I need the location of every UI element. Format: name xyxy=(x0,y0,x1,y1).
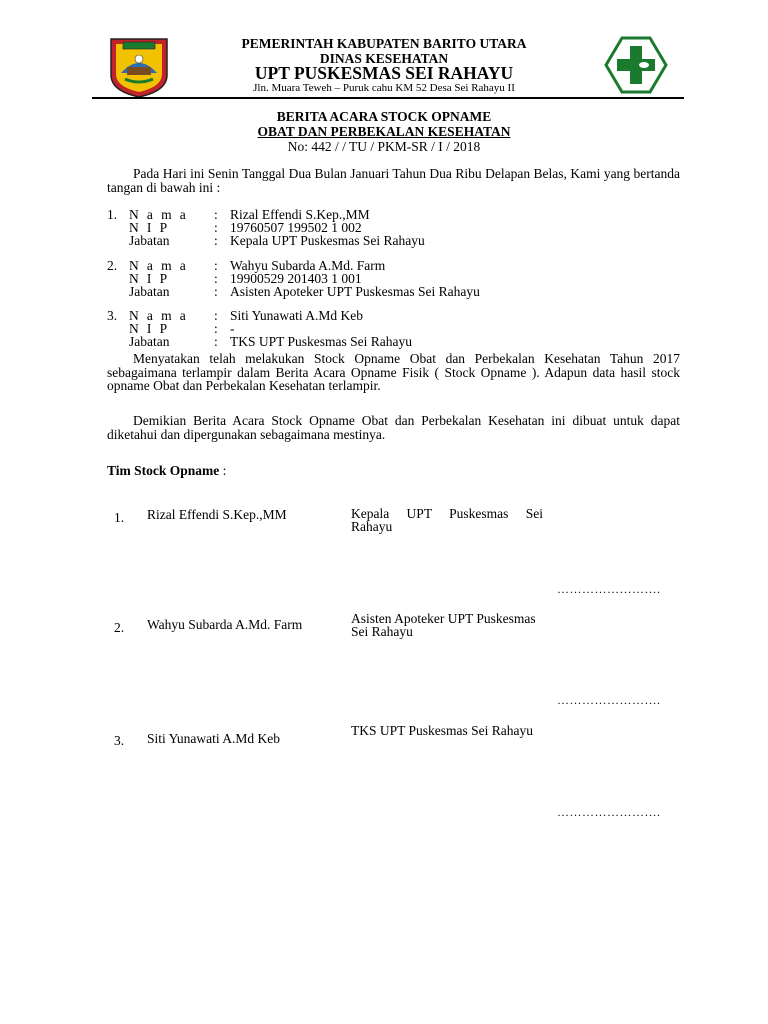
document-subtitle: OBAT DAN PERBEKALAN KESEHATAN xyxy=(257,124,511,139)
name-label: N a m a xyxy=(129,258,189,273)
member-name: Wahyu Subarda A.Md. Farm xyxy=(147,617,303,632)
colon: : xyxy=(214,271,218,286)
signatory-name: Wahyu Subarda A.Md. Farm xyxy=(230,258,386,273)
member-position-line: Rahayu xyxy=(351,519,393,534)
statement-paragraph xyxy=(107,352,680,393)
colon: : xyxy=(214,308,218,323)
position-label: Jabatan xyxy=(129,233,170,248)
colon: : xyxy=(214,220,218,235)
letterhead-address: Jln. Muara Teweh – Puruk cahu KM 52 Desa Sei Rahayu II xyxy=(253,82,515,94)
position-label: Jabatan xyxy=(129,334,170,349)
member-position-line: Asisten Apoteker UPT Puskesmas xyxy=(351,611,536,626)
member-number: 1. xyxy=(114,510,125,525)
colon: : xyxy=(214,321,218,336)
nip-label: N I P xyxy=(129,321,170,336)
colon: : xyxy=(214,233,218,248)
document-number: No: 442 / / TU / PKM-SR / I / 2018 xyxy=(287,139,481,154)
signatory-position: Asisten Apoteker UPT Puskesmas Sei Rahayu xyxy=(230,284,480,299)
member-position-line: Sei Rahayu xyxy=(351,624,413,639)
signature-line-1[interactable]: ……………………. xyxy=(557,582,661,596)
colon: : xyxy=(214,258,218,273)
name-label: N a m a xyxy=(129,308,189,323)
colon: : xyxy=(214,207,218,222)
member-name: Siti Yunawati A.Md Keb xyxy=(147,731,280,746)
signatory-number: 2. xyxy=(107,258,118,273)
letterhead-institution: UPT PUSKESMAS SEI RAHAYU xyxy=(254,63,514,83)
closing-text: Demikian Berita Acara Stock Opname Obat dan Perbekalan Kesehatan ini dibuat untuk dapat diketahui dan dipergunakan sebagaimana mestinya. xyxy=(107,413,680,442)
signatory-position: TKS UPT Puskesmas Sei Rahayu xyxy=(230,334,413,349)
signatory-nip: 19900529 201403 1 001 xyxy=(230,271,362,286)
signature-line-2[interactable]: ……………………. xyxy=(557,693,661,707)
team-label: Tim Stock Opname xyxy=(107,463,220,478)
signatory-number: 1. xyxy=(107,207,118,222)
member-name: Rizal Effendi S.Kep.,MM xyxy=(147,507,287,522)
signatory-number: 3. xyxy=(107,308,118,323)
signature-line-3[interactable]: ……………………. xyxy=(557,805,661,819)
signatory-position: Kepala UPT Puskesmas Sei Rahayu xyxy=(230,233,425,248)
position-label: Jabatan xyxy=(129,284,170,299)
statement-text: Menyatakan telah melakukan Stock Opname Obat dan Perbekalan Kesehatan Tahun 2017 sebagaimana terlampir dalam Berita Acara Opname Fisik ( Stock Opname ). Adapun data hasil stock opname Obat dan Perbekalan Kesehatan terlampir. xyxy=(107,351,680,393)
signatory-name: Rizal Effendi S.Kep.,MM xyxy=(230,207,370,222)
member-number: 2. xyxy=(114,620,125,635)
team-label-colon: : xyxy=(219,463,227,478)
closing-paragraph xyxy=(107,414,680,441)
colon: : xyxy=(214,334,218,349)
intro-paragraph xyxy=(107,167,680,194)
nip-label: N I P xyxy=(129,271,170,286)
member-position xyxy=(351,724,543,737)
member-position-line: TKS UPT Puskesmas Sei Rahayu xyxy=(351,723,534,738)
signatory-nip: 19760507 199502 1 002 xyxy=(230,220,362,235)
member-position xyxy=(351,507,543,533)
member-number: 3. xyxy=(114,733,125,748)
name-label: N a m a xyxy=(129,207,189,222)
team-heading xyxy=(107,463,226,479)
letterhead-divider xyxy=(92,97,684,99)
member-position-line: Kepala UPT Puskesmas Sei xyxy=(351,506,543,521)
signatory-name: Siti Yunawati A.Md Keb xyxy=(230,308,363,323)
letterhead-government: PEMERINTAH KABUPATEN BARITO UTARA xyxy=(241,36,527,51)
signatory-nip: - xyxy=(230,321,235,336)
letterhead-department: DINAS KESEHATAN xyxy=(319,51,449,66)
intro-text: Pada Hari ini Senin Tanggal Dua Bulan Januari Tahun Dua Ribu Delapan Belas, Kami yang bertanda tangan di bawah ini : xyxy=(107,166,680,195)
nip-label: N I P xyxy=(129,220,170,235)
document-title: BERITA ACARA STOCK OPNAME xyxy=(276,109,492,124)
member-position xyxy=(351,612,543,638)
colon: : xyxy=(214,284,218,299)
